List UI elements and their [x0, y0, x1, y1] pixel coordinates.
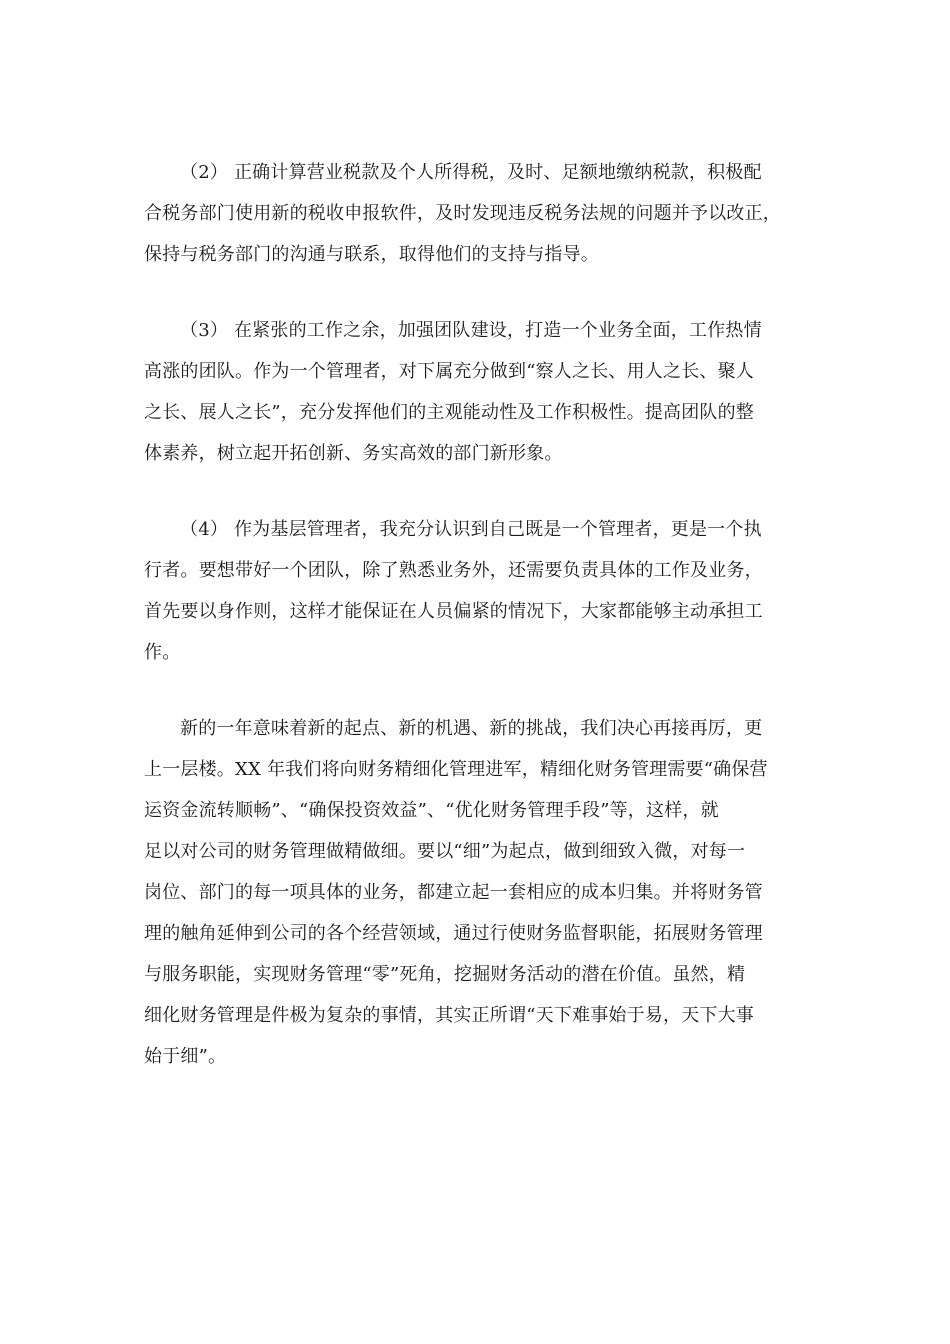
closing-paragraph-line-2: 上一层楼。XX 年我们将向财务精细化管理进军，精细化财务管理需要“确保营: [144, 759, 768, 780]
paragraph-3-line-2: 高涨的团队。作为一个管理者，对下属充分做到“察人之长、用人之长、聚人: [144, 361, 754, 382]
paragraph-2-line-3: 保持与税务部门的沟通与联系，取得他们的支持与指导。: [144, 244, 599, 265]
paragraph-4-line-2: 行者。要想带好一个团队，除了熟悉业务外，还需要负责具体的工作及业务，: [144, 560, 763, 581]
paragraph-2-line-2: 合税务部门使用新的税收申报软件，及时发现违反税务法规的问题并予以改正，: [144, 203, 781, 224]
closing-paragraph-line-7: 与服务职能，实现财务管理“零”死角，挖掘财务活动的潜在价值。虽然，精: [144, 964, 746, 985]
closing-paragraph-line-6: 理的触角延伸到公司的各个经营领域，通过行使财务监督职能，拓展财务管理: [144, 923, 763, 944]
closing-paragraph-line-4: 足以对公司的财务管理做精做细。要以“细”为起点，做到细致入微，对每一: [144, 841, 746, 862]
closing-paragraph-line-5: 岗位、部门的每一项具体的业务，都建立起一套相应的成本归集。并将财务管: [144, 882, 763, 903]
paragraph-3-line-3: 之长、展人之长”，充分发挥他们的主观能动性及工作积极性。提高团队的整: [144, 402, 754, 423]
closing-paragraph-line-9: 始于细”。: [144, 1046, 227, 1067]
paragraph-4-line-4: 作。: [144, 642, 181, 663]
closing-paragraph-line-8: 细化财务管理是件极为复杂的事情，其实正所谓“天下难事始于易，天下大事: [144, 1005, 754, 1026]
paragraph-2-line-1: （2） 正确计算营业税款及个人所得税，及时、足额地缴纳税款，积极配: [180, 162, 762, 183]
paragraph-4-line-3: 首先要以身作则，这样才能保证在人员偏紧的情况下，大家都能够主动承担工: [144, 601, 763, 622]
paragraph-3-line-1: （3） 在紧张的工作之余，加强团队建设，打造一个业务全面，工作热情: [180, 320, 762, 341]
closing-paragraph-line-1: 新的一年意味着新的起点、新的机遇、新的挑战，我们决心再接再厉，更: [180, 718, 763, 739]
paragraph-4-line-1: （4） 作为基层管理者，我充分认识到自己既是一个管理者，更是一个执: [180, 519, 762, 540]
closing-paragraph-line-3: 运资金流转顺畅”、“确保投资效益”、“优化财务管理手段”等，这样，就: [144, 800, 719, 821]
paragraph-3-line-4: 体素养，树立起开拓创新、务实高效的部门新形象。: [144, 443, 563, 464]
